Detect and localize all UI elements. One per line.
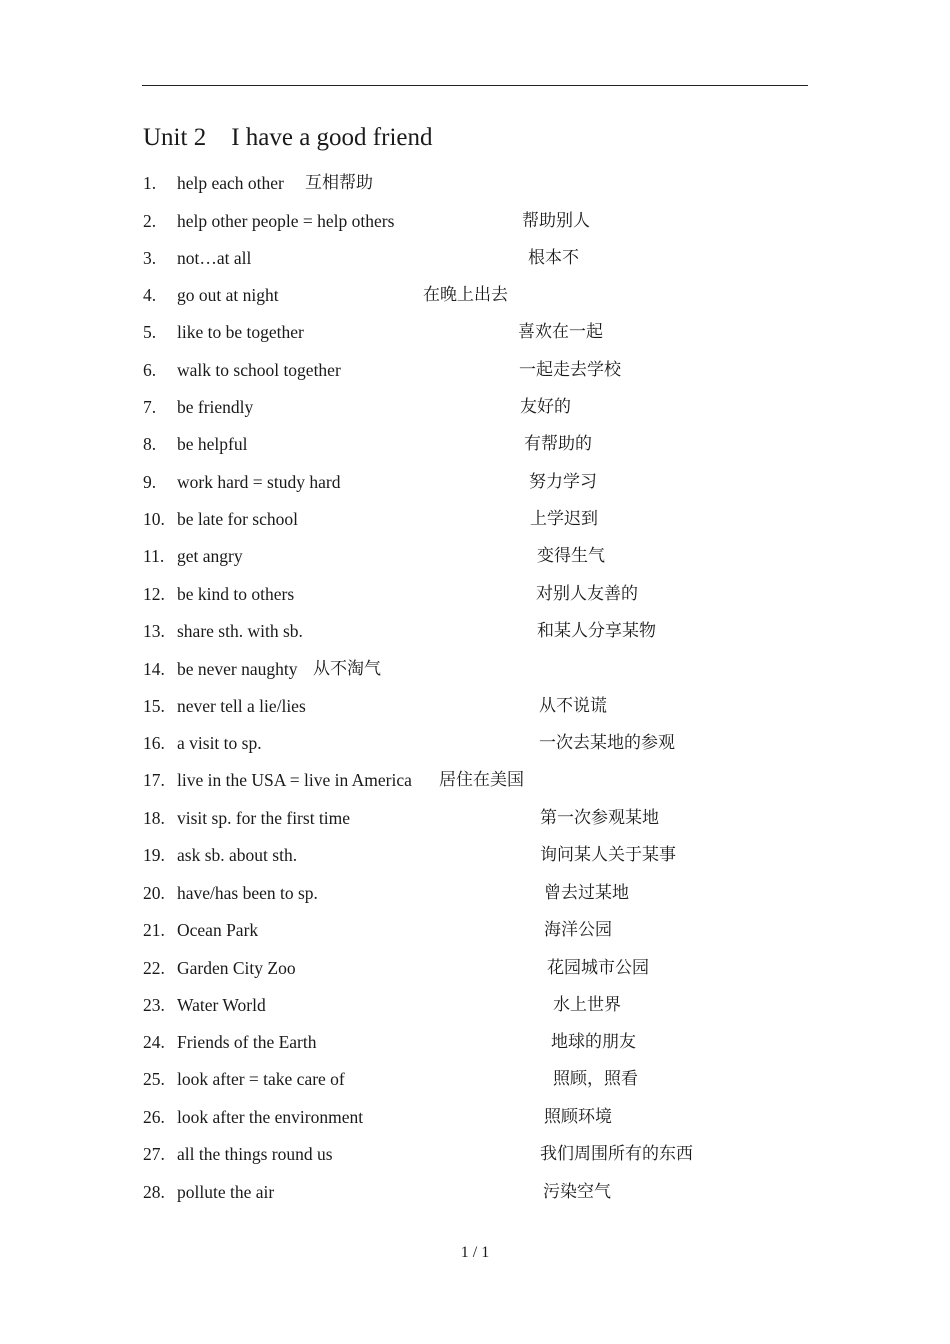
item-chinese: 从不说谎	[539, 696, 607, 716]
item-chinese: 海洋公园	[544, 920, 612, 940]
item-english: share sth. with sb.	[177, 621, 303, 641]
item-number: 27.	[143, 1144, 165, 1164]
item-english: Friends of the Earth	[177, 1032, 317, 1052]
item-chinese: 上学迟到	[530, 509, 598, 529]
item-english: look after = take care of	[177, 1069, 345, 1089]
page-footer: 1 / 1	[460, 1244, 490, 1261]
item-number: 10.	[143, 509, 165, 529]
item-english: pollute the air	[177, 1182, 275, 1202]
item-chinese: 互相帮助	[305, 173, 373, 193]
item-chinese: 友好的	[520, 397, 571, 417]
item-chinese: 在晚上出去	[423, 285, 508, 305]
item-chinese: 从不淘气	[313, 659, 381, 679]
item-english: a visit to sp.	[177, 733, 262, 753]
item-number: 3.	[143, 248, 157, 268]
item-chinese: 努力学习	[529, 472, 597, 492]
item-number: 17.	[143, 770, 165, 790]
item-number: 11.	[143, 546, 165, 566]
item-english: live in the USA = live in America	[177, 770, 412, 790]
item-number: 26.	[143, 1107, 165, 1127]
item-chinese: 根本不	[528, 248, 579, 268]
item-number: 2.	[143, 211, 157, 231]
item-english: visit sp. for the first time	[177, 808, 351, 828]
item-chinese: 询问某人关于某事	[540, 845, 676, 865]
item-english: help other people = help others	[177, 211, 395, 231]
item-number: 16.	[143, 733, 165, 753]
item-chinese: 帮助别人	[522, 211, 590, 231]
item-number: 18.	[143, 808, 165, 828]
item-number: 6.	[143, 360, 157, 380]
item-chinese: 有帮助的	[524, 434, 592, 454]
item-chinese: 地球的朋友	[551, 1032, 636, 1052]
item-english: be never naughty	[177, 659, 298, 679]
item-chinese: 喜欢在一起	[518, 322, 603, 342]
item-number: 5.	[143, 322, 157, 342]
item-english: never tell a lie/lies	[177, 696, 306, 716]
item-chinese: 我们周围所有的东西	[540, 1144, 693, 1164]
item-number: 24.	[143, 1032, 165, 1052]
item-number: 1.	[143, 173, 157, 193]
item-chinese: 曾去过某地	[544, 883, 629, 903]
item-chinese: 变得生气	[537, 546, 605, 566]
item-number: 19.	[143, 845, 165, 865]
item-english: work hard = study hard	[177, 472, 341, 492]
item-number: 12.	[143, 584, 165, 604]
item-english: help each other	[177, 173, 284, 193]
item-english: like to be together	[177, 322, 304, 342]
item-english: be kind to others	[177, 584, 295, 604]
item-chinese: 水上世界	[553, 995, 621, 1015]
item-english: look after the environment	[177, 1107, 364, 1127]
item-number: 13.	[143, 621, 165, 641]
item-english: be helpful	[177, 434, 248, 454]
item-number: 21.	[143, 920, 165, 940]
item-english: not…at all	[177, 248, 252, 268]
header-rule	[142, 85, 808, 86]
item-chinese: 第一次参观某地	[540, 808, 659, 828]
item-number: 22.	[143, 958, 165, 978]
item-chinese: 一次去某地的参观	[539, 733, 675, 753]
item-chinese: 花园城市公园	[547, 958, 649, 978]
item-number: 15.	[143, 696, 165, 716]
item-number: 14.	[143, 659, 165, 679]
item-number: 25.	[143, 1069, 165, 1089]
item-english: have/has been to sp.	[177, 883, 318, 903]
item-chinese: 污染空气	[543, 1182, 611, 1202]
item-chinese: 和某人分享某物	[537, 621, 656, 641]
item-english: all the things round us	[177, 1144, 333, 1164]
item-english: Garden City Zoo	[177, 958, 296, 978]
item-number: 9.	[143, 472, 157, 492]
item-number: 8.	[143, 434, 157, 454]
item-english: go out at night	[177, 285, 279, 305]
item-chinese: 照顾环境	[544, 1107, 612, 1127]
item-english: Ocean Park	[177, 920, 259, 940]
item-number: 7.	[143, 397, 157, 417]
item-number: 28.	[143, 1182, 165, 1202]
item-english: be friendly	[177, 397, 254, 417]
page-title: Unit 2 I have a good friend	[143, 124, 433, 151]
item-number: 23.	[143, 995, 165, 1015]
item-english: ask sb. about sth.	[177, 845, 298, 865]
item-chinese: 一起走去学校	[519, 360, 621, 380]
item-english: be late for school	[177, 509, 298, 529]
item-chinese: 居住在美国	[439, 770, 524, 790]
item-english: Water World	[177, 995, 266, 1015]
item-english: walk to school together	[177, 360, 341, 380]
item-chinese: 对别人友善的	[536, 584, 638, 604]
item-number: 4.	[143, 285, 157, 305]
item-number: 20.	[143, 883, 165, 903]
item-english: get angry	[177, 546, 243, 566]
item-chinese: 照顾，照看	[553, 1069, 638, 1089]
